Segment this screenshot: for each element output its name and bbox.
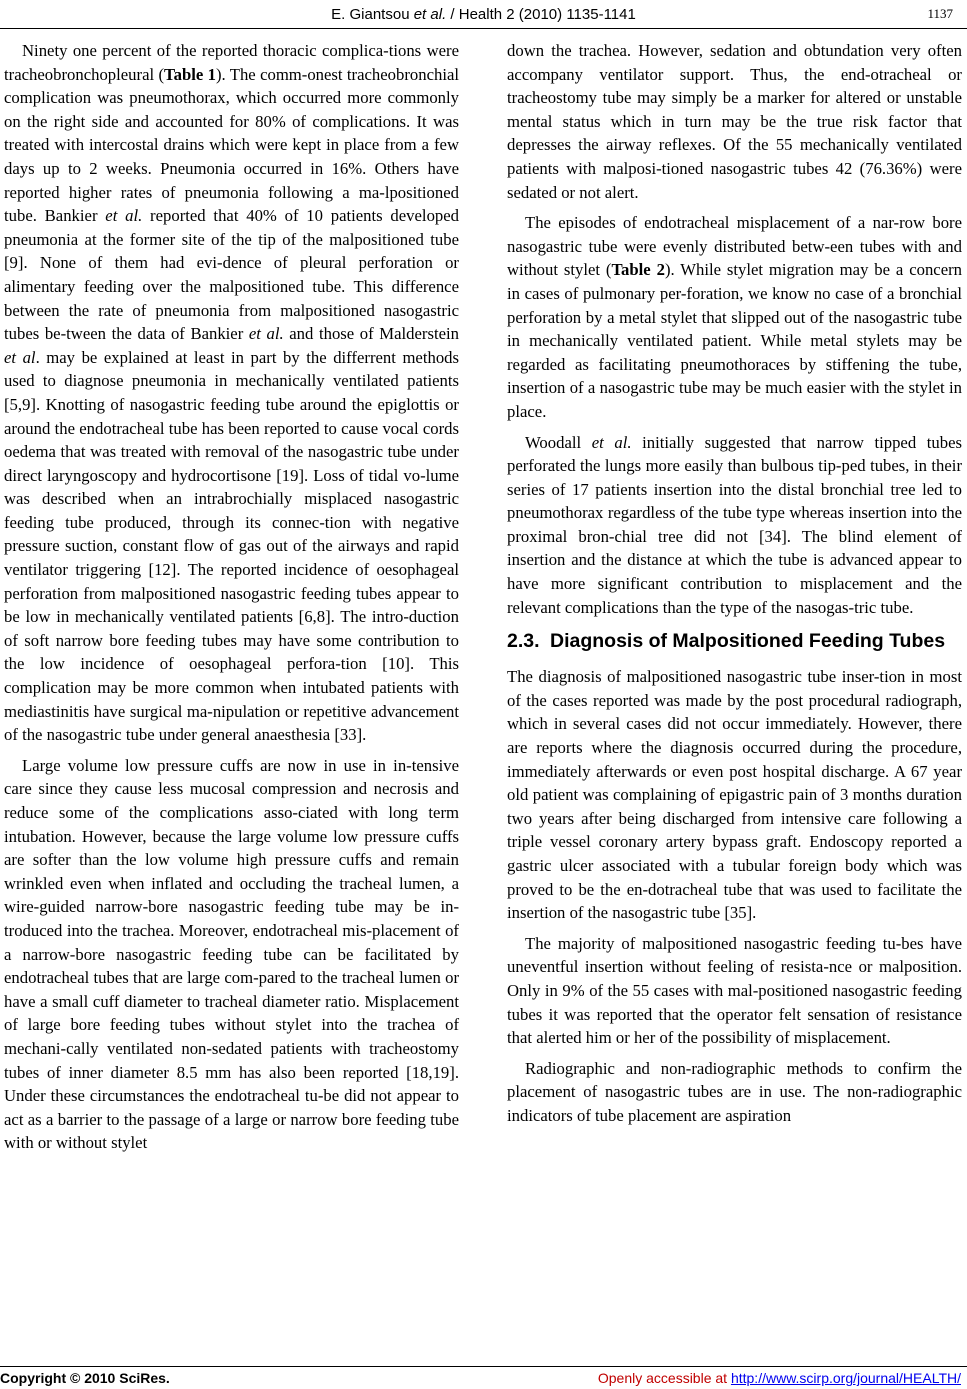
section-title: Diagnosis of Malpositioned Feeding Tubes [550,630,946,653]
running-citation: E. Giantsou et al. / Health 2 (2010) 1135-1141 [331,6,636,23]
footer-rule [0,1366,967,1367]
paragraph: down the trachea. However, sedation and obtundation very often accompany ventilator support. Thus, the end-otracheal or tracheostomy tube may simply be a marker for altered or unstable mental status which in turn may be the true risk factor that depresses the airway reflexes. Of the 55 mechanically ventilated patients with malposi-tioned nasogastric tubes 42 (76.36%) were sedated or not alert. [507,41,962,202]
page-footer [0,1370,967,1388]
paragraph: Large volume low pressure cuffs are now in use in in-tensive care since they cause less mucosal compression and necrosis and reduce some of the complications asso-ciated with long term intubation. However, because the large volume low pressure cuffs are softer than the low volume high pressure cuffs and remain wrinkled even when inflated and occluding the tracheal lumen, a wire-guided narrow-bore nasogastric feeding tube may be in-troduced into the trachea. Moreover, endotracheal mis-placement of a narrow-bore nasogastric feeding tube can be facilitated by endotracheal tubes that are large com-pared to the tracheal lumen or have a small cuff diameter to tracheal diameter ratio. Misplacement of large bore feeding tubes without stylet into the trachea of mechani-cally ventilated non-sedated patients with tracheostomy tubes of inner diameter 8.5 mm has also been reported [18,19]. Under these circumstances the endotracheal tu-be did not appear to act as a barrier to the passage of a large or narrow bore feeding tube with or without stylet [4,755,459,1153]
copyright: Copyright © 2010 SciRes. [0,1370,170,1386]
paragraph: The diagnosis of malpositioned nasogastric tube inser-tion in most of the cases reported was made by the post procedural radiograph, which in several cases did not occur immediately. However, there are reports where the diagnosis occurred during the procedure, immediately afterwards or even post hospital discharge. A 67 year old patient was complaining of epigastric pain of 3 months duration two years after being discharged from intensive care following a triple vessel coronary artery bypass graft. Endoscopy reported a gastric ulcer associated with a tubular foreign body which was proved to be the en-dotracheal tube that was used to facilitate the insertion of the nasogastric tube [35]. [507,667,962,923]
table-1-reference[interactable]: Table 1 [164,64,216,84]
page-number: 1137 [927,6,953,21]
open-access-note: Openly accessible at http://www.scirp.org/journal/HEALTH/ [597,1370,961,1386]
section-number: 2.3. [507,630,540,653]
left-column [4,39,459,1162]
paragraph: Ninety one percent of the reported thoracic complica-tions were tracheobronchopleural (Table 1). The comm-onest tracheobronchial complication was pneumothorax, which occurred more commonly on the right side and accounted for 80% of complications. It was treated with intercostal drains which were kept in place from a few days up to 2 weeks. Pneumonia occurred in 16%. Others have reported higher rates of pneumonia following a ma-lpositioned tube. Bankier et al. reported that 40% of 10 patients developed pneumonia at the former site of the tip of the malpositioned tube [9]. None of them had evi-dence of pleural perforation or alimentary feeding over the malpositioned tube. This difference between the rate of pneumonia from malpositioned nasogastric tubes be-tween the data of Bankier et al. and those of Malderstein et al. may be explained at least in part by the differrent methods used to diagnose pneumonia in mechanically ventilated patients [5,9]. Knotting of nasogastric feeding tube around the epiglottis or around the endotracheal tube has been reported to cause vocal cords oedema that was treated with removal of the nasogastric tube under direct laryngoscopy and hydrocortisone [19]. Loss of tidal vo-lume was described when an intrabrochially misplaced nasogastric feeding tube produced, through its connec-tion with negative pressure suction, constant flow of gas out of the airways and rapid ventilator triggering [12]. The reported incidence of oesophageal perforation from malpositioned nasogastric feeding tubes appear to be low in mechanically ventilated patients [6,8]. The intro-duction of soft narrow bore feeding tubes may have some contribution to the low incidence of oesophageal perfora-tion [10]. This complication may be more common when intubated patients with mediastinitis have surgical ma-nipulation or repetitive advancement of the nasogastric tube under general anaesthesia [33]. [4,41,460,745]
section-heading [507,630,962,653]
paragraph: Woodall et al. initially suggested that narrow tipped tubes perforated the lungs more easily than bulbous tip-ped tubes, in their series of 17 patients insertion into the distal bronchial tree led to pneumothorax regardless of the tube type whereas insertion into the proximal bron-chial tree did not [34]. The blind element of insertion and the distance at which the tube is advanced appear to have more significant contribution to misplacement and the relevant complications than the type of the nasogas-tric tube. [507,432,962,617]
paragraph: The majority of malpositioned nasogastric feeding tu-bes have uneventful insertion without feeling of resista-nce or malposition. Only in 9% of the 55 cases with mal-positioned nasogastric feeding tubes it was reported that the operator felt sensation of resistance that alerted him or her of the possibility of misplacement. [507,933,962,1048]
right-column [507,39,962,1135]
paragraph: Radiographic and non-radiographic methods to confirm the placement of nasogastric tubes are in use. The non-radiographic indicators of tube placement are aspiration [507,1058,962,1125]
running-header [0,6,967,28]
journal-link[interactable]: http://www.scirp.org/journal/HEALTH/ [730,1370,961,1386]
table-2-reference[interactable]: Table 2 [611,260,665,280]
header-rule [0,28,967,29]
paragraph: The episodes of endotracheal misplacement of a nar-row bore nasogastric tube were evenly distributed betw-een tubes with and without stylet (Table 2). While stylet migration may be a concern in cases of pulmonary per-foration, we know no case of a bronchial perforation by a metal stylet that slipped out of the nasogastric tube in mechanically ventilated patient. While metal stylets may be regarded as facilitating pneumothoraces by stiffening the tube, insertion of a nasogastric tube may be much easier with the stylet in place. [507,213,962,421]
